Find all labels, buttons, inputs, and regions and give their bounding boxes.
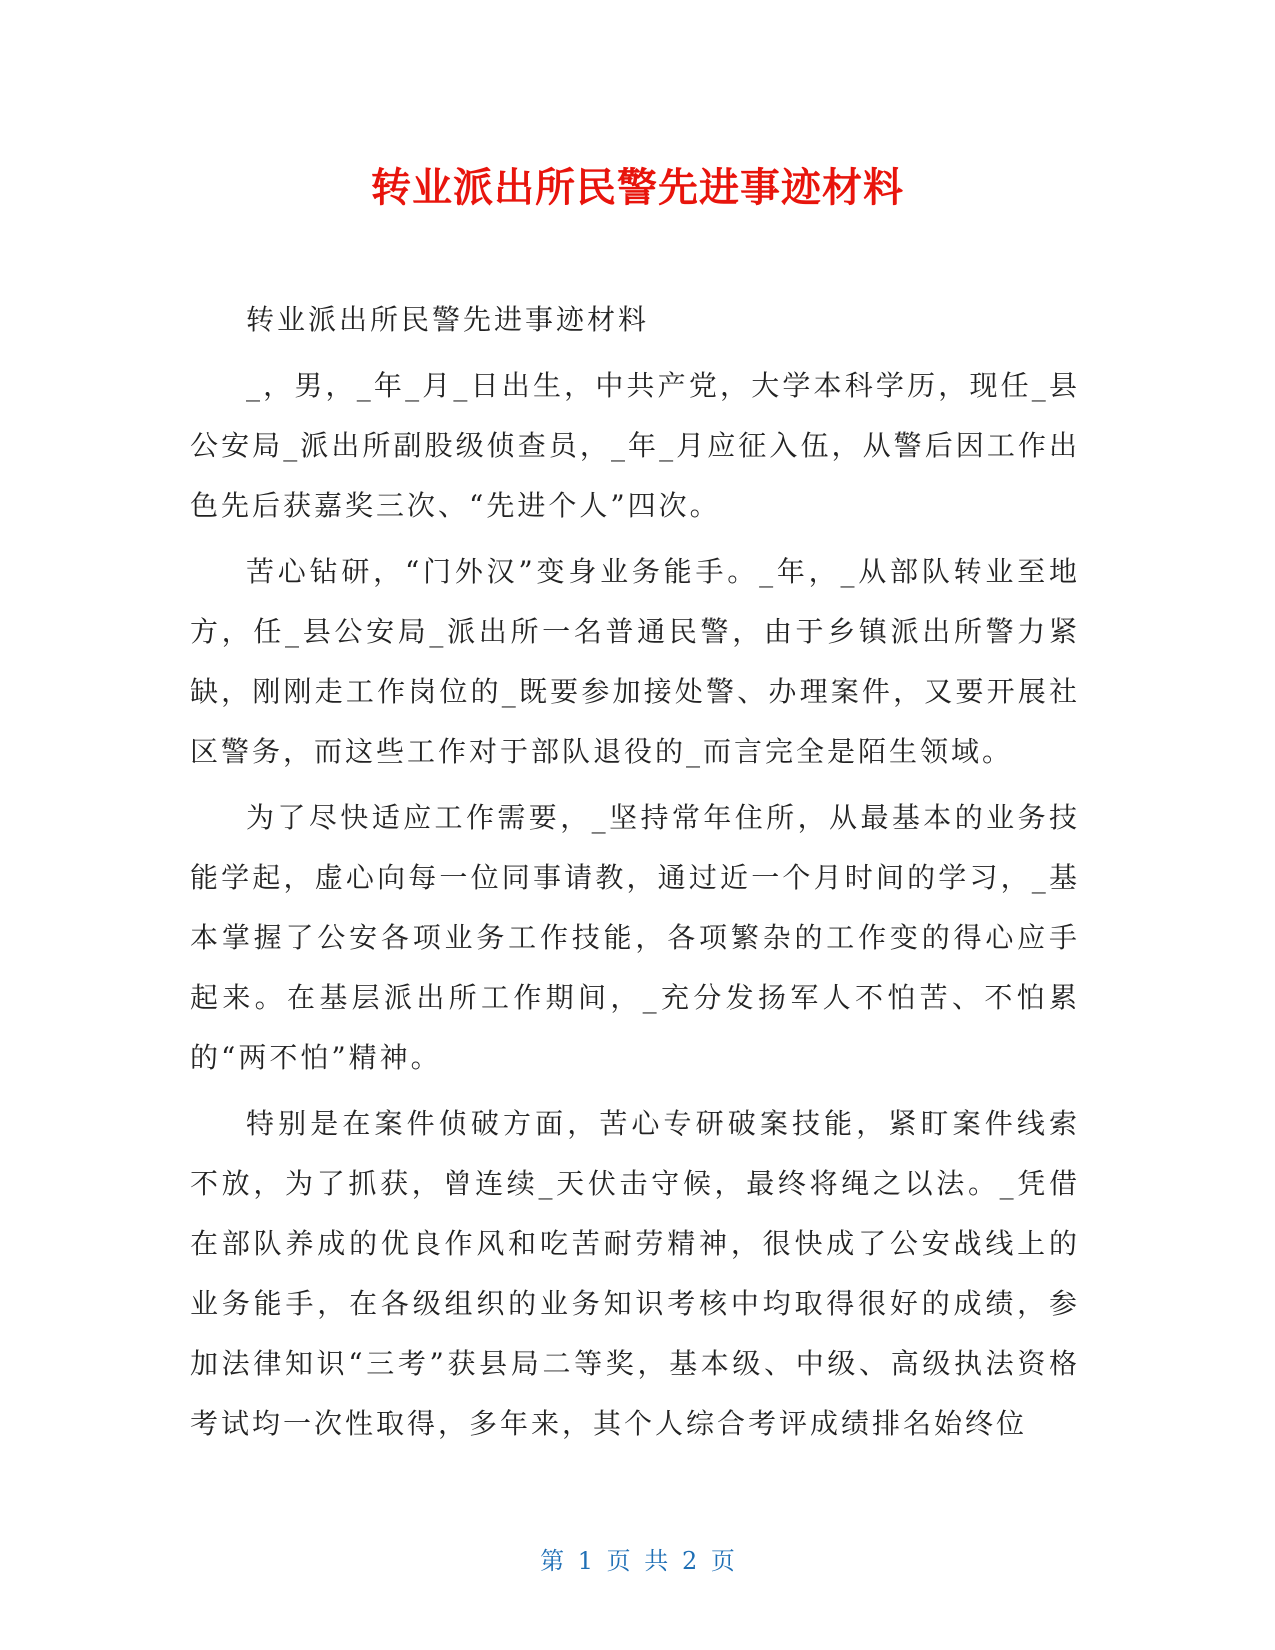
paragraph-adapt: 为了尽快适应工作需要，_坚持常年住所，从最基本的业务技能学起，虚心向每一位同事请教，通过近一个月时间的学习，_基本掌握了公安各项业务工作技能，各项繁杂的工作变的得心应手起来。在基层派出所工作期间，_充分发扬军人不怕苦、不怕累的“两不怕”精神。 bbox=[190, 801, 1080, 1074]
paragraph-cases: 特别是在案件侦破方面，苦心专研破案技能，紧盯案件线索不放，为了抓获，曾连续_天伏击守候，最终将绳之以法。_凭借在部队养成的优良作风和吃苦耐劳精神，很快成了公安战线上的业务能手，在各级组织的业务知识考核中均取得很好的成绩，参加法律知识“三考”获县局二等奖，基本级、中级、高级执法资格考试均一次性取得，多年来，其个人综合考评成绩排名始终位 bbox=[190, 1107, 1080, 1440]
document-body bbox=[190, 290, 1080, 1460]
paragraph-study: 苦心钻研，“门外汉”变身业务能手。_年，_从部队转业至地方，任_县公安局_派出所一名普通民警，由于乡镇派出所警力紧缺，刚刚走工作岗位的_既要参加接处警、办理案件，又要开展社区警务，而这些工作对于部队退役的_而言完全是陌生领域。 bbox=[190, 555, 1080, 768]
paragraph-intro: _，男，_年_月_日出生，中共产党，大学本科学历，现任_县公安局_派出所副股级侦查员，_年_月应征入伍，从警后因工作出色先后获嘉奖三次、“先进个人”四次。 bbox=[190, 369, 1080, 522]
paragraph-subtitle: 转业派出所民警先进事迹材料 bbox=[246, 303, 650, 336]
document-title: 转业派出所民警先进事迹材料 bbox=[371, 165, 904, 211]
page-footer: 第 1 页 共 2 页 bbox=[540, 1547, 735, 1575]
